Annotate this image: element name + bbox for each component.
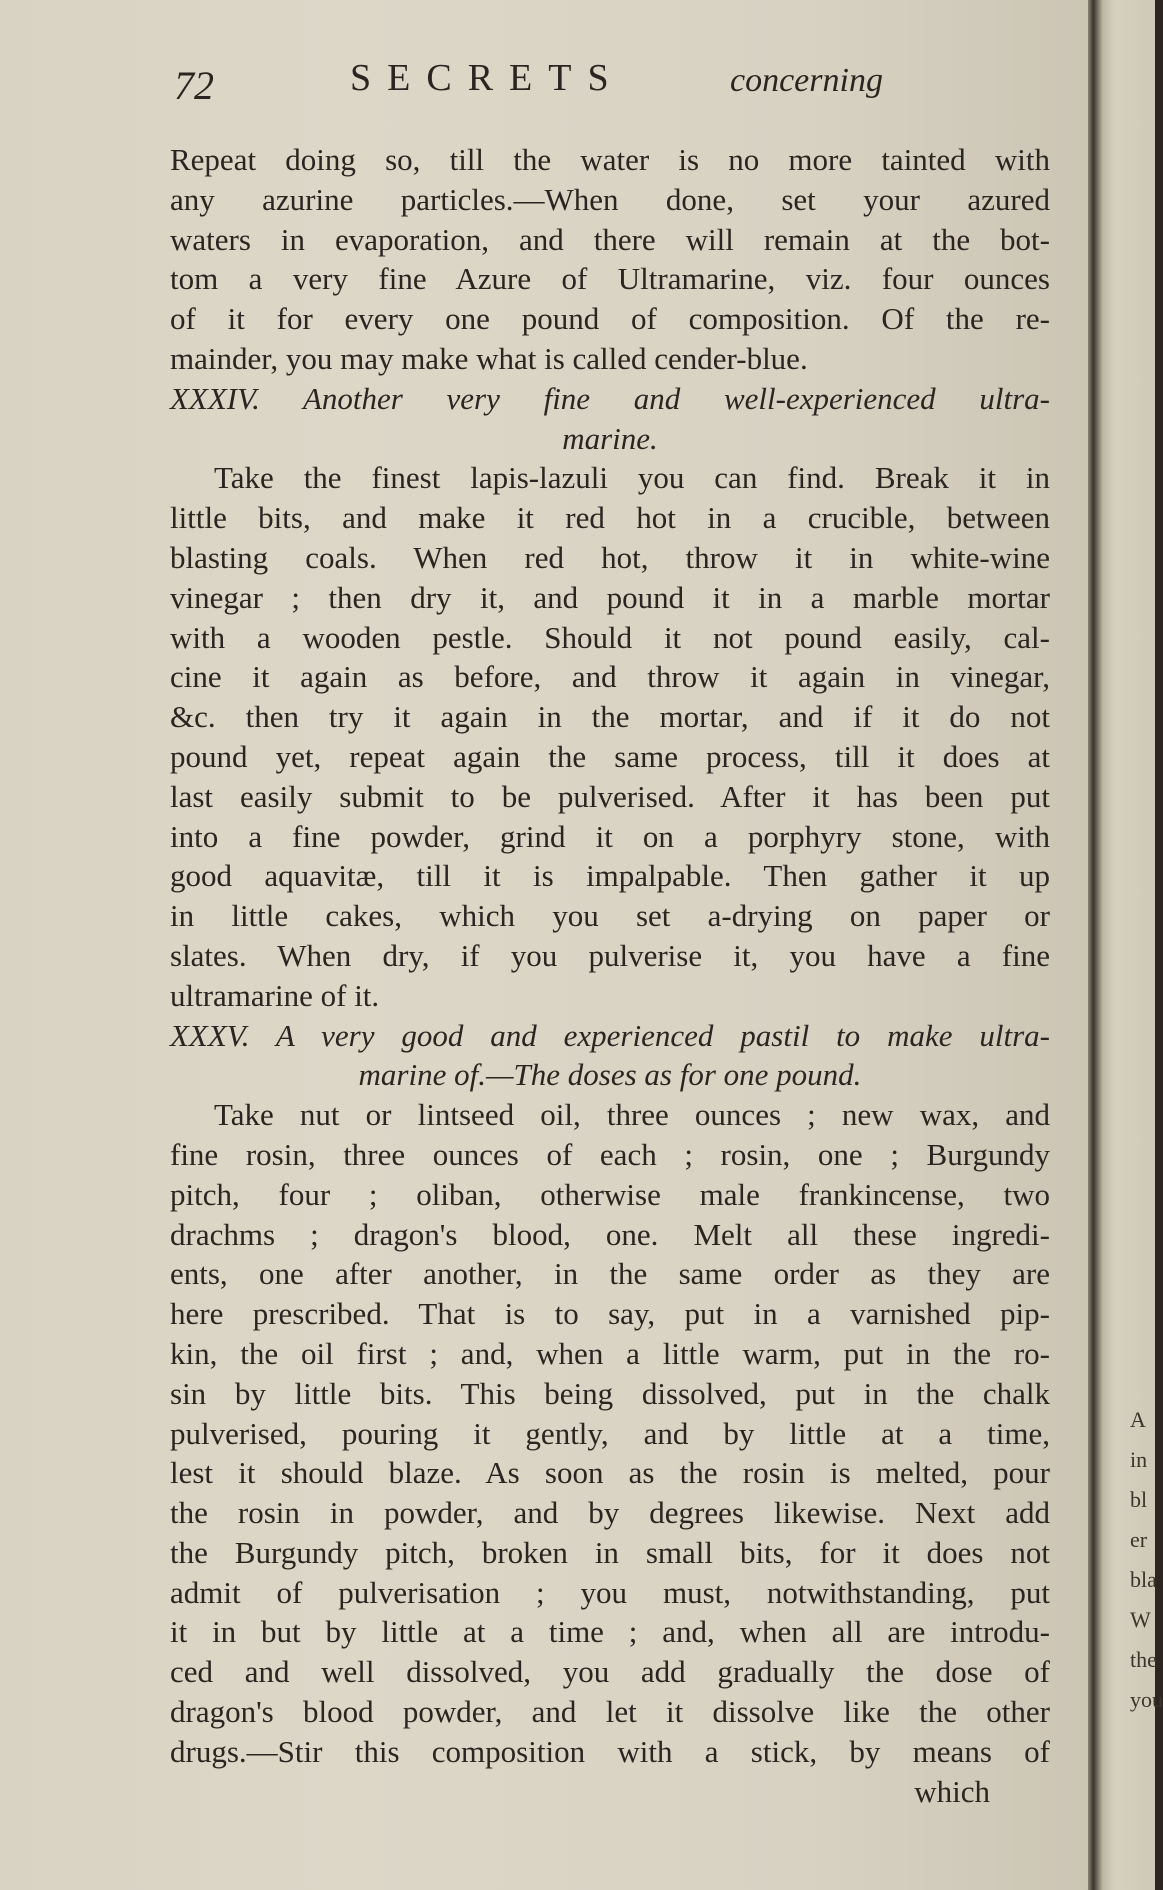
text-line: slates. When dry, if you pulverise it, you have a fine — [170, 937, 1050, 973]
page-number: 72 — [174, 63, 214, 108]
text-line: Repeat doing so, till the water is no more tainted with — [170, 142, 1050, 177]
text-line: pulverised, pouring it gently, and by little at a time, — [170, 1415, 1050, 1451]
text-line: Take nut or lintseed oil, three ounces ; new wax, and — [214, 1097, 1050, 1133]
text-line: sin by little bits. This being dissolved, put in the chalk — [170, 1375, 1050, 1411]
text-line: drachms ; dragon's blood, one. Melt all these ingredi- — [170, 1216, 1050, 1252]
text-line: into a fine powder, grind it on a porphyry stone, with — [170, 818, 1050, 854]
text-line: of it for every one pound of composition. Of the re- — [170, 301, 1050, 337]
facing-fragment: A — [1130, 1407, 1146, 1432]
text-line: it in but by little at a time ; and, when all are introdu- — [170, 1614, 1050, 1650]
text-line: with a wooden pestle. Should it not pound easily, cal- — [170, 619, 1050, 655]
text-line: fine rosin, three ounces of each ; rosin, one ; Burgundy — [170, 1136, 1050, 1172]
text-line: kin, the oil first ; and, when a little warm, put in the ro- — [170, 1335, 1050, 1371]
section-heading: XXXIV. Another very fine and well-experienced ultra- — [170, 380, 1050, 416]
text-line: Take the finest lapis-lazuli you can find. Break it in — [214, 460, 1050, 496]
facing-fragment: bl — [1130, 1487, 1148, 1512]
facing-fragment: in — [1130, 1447, 1148, 1472]
text-line: last easily submit to be pulverised. After it has been put — [170, 778, 1050, 814]
text-line: tom a very fine Azure of Ultramarine, viz. four ounces — [170, 261, 1050, 297]
page-header — [170, 50, 1050, 110]
facing-fragment: you — [1130, 1687, 1163, 1712]
text-line: good aquavitæ, till it is impalpable. Then gather it up — [170, 858, 1050, 894]
text-line: waters in evaporation, and there will remain at the bot- — [170, 221, 1050, 257]
facing-fragment: the — [1130, 1647, 1157, 1672]
text-line: any azurine particles.—When done, set your azured — [170, 181, 1050, 217]
text-line: blasting coals. When red hot, throw it in white-wine — [170, 539, 1050, 575]
text-line: drugs.—Stir this composition with a stick, by means of — [170, 1733, 1050, 1769]
book-page — [170, 50, 1050, 1811]
text-line: the Burgundy pitch, broken in small bits, for it does not — [170, 1534, 1050, 1570]
text-line: ents, one after another, in the same order as they are — [170, 1256, 1050, 1292]
text-line: pound yet, repeat again the same process, till it does at — [170, 738, 1050, 774]
section-heading: XXXV. A very good and experienced pastil to make ultra- — [170, 1017, 1050, 1053]
catchword: which — [914, 1773, 990, 1809]
section-heading: marine. — [562, 420, 658, 456]
page-body — [170, 140, 1050, 1811]
text-line: &c. then try it again in the mortar, and if it do not — [170, 699, 1050, 735]
text-line: admit of pulverisation ; you must, notwithstanding, put — [170, 1574, 1050, 1610]
text-line: mainder, you may make what is called cender-blue. — [170, 340, 808, 376]
text-line: vinegar ; then dry it, and pound it in a marble mortar — [170, 579, 1050, 615]
facing-fragment: bla — [1130, 1567, 1157, 1592]
text-line: here prescribed. That is to say, put in a varnished pip- — [170, 1296, 1050, 1332]
section-heading: marine of.—The doses as for one pound. — [358, 1057, 862, 1093]
text-line: ultramarine of it. — [170, 977, 380, 1013]
facing-fragment: er — [1130, 1527, 1148, 1552]
text-line: ced and well dissolved, you add gradually the dose of — [170, 1654, 1050, 1690]
text-line: the rosin in powder, and by degrees likewise. Next add — [170, 1495, 1050, 1531]
facing-page-edge — [1130, 1400, 1163, 1720]
text-line: little bits, and make it red hot in a crucible, between — [170, 500, 1050, 536]
running-title: SECRETS — [350, 57, 625, 99]
text-line: pitch, four ; oliban, otherwise male frankincense, two — [170, 1176, 1050, 1212]
text-line: lest it should blaze. As soon as the rosin is melted, pour — [170, 1455, 1050, 1491]
text-line: dragon's blood powder, and let it dissolve like the other — [170, 1694, 1050, 1730]
text-line: in little cakes, which you set a-drying on paper or — [170, 898, 1050, 934]
running-title-continuation: concerning — [730, 62, 883, 99]
text-line: cine it again as before, and throw it again in vinegar, — [170, 659, 1050, 695]
facing-fragment: W — [1130, 1607, 1151, 1632]
